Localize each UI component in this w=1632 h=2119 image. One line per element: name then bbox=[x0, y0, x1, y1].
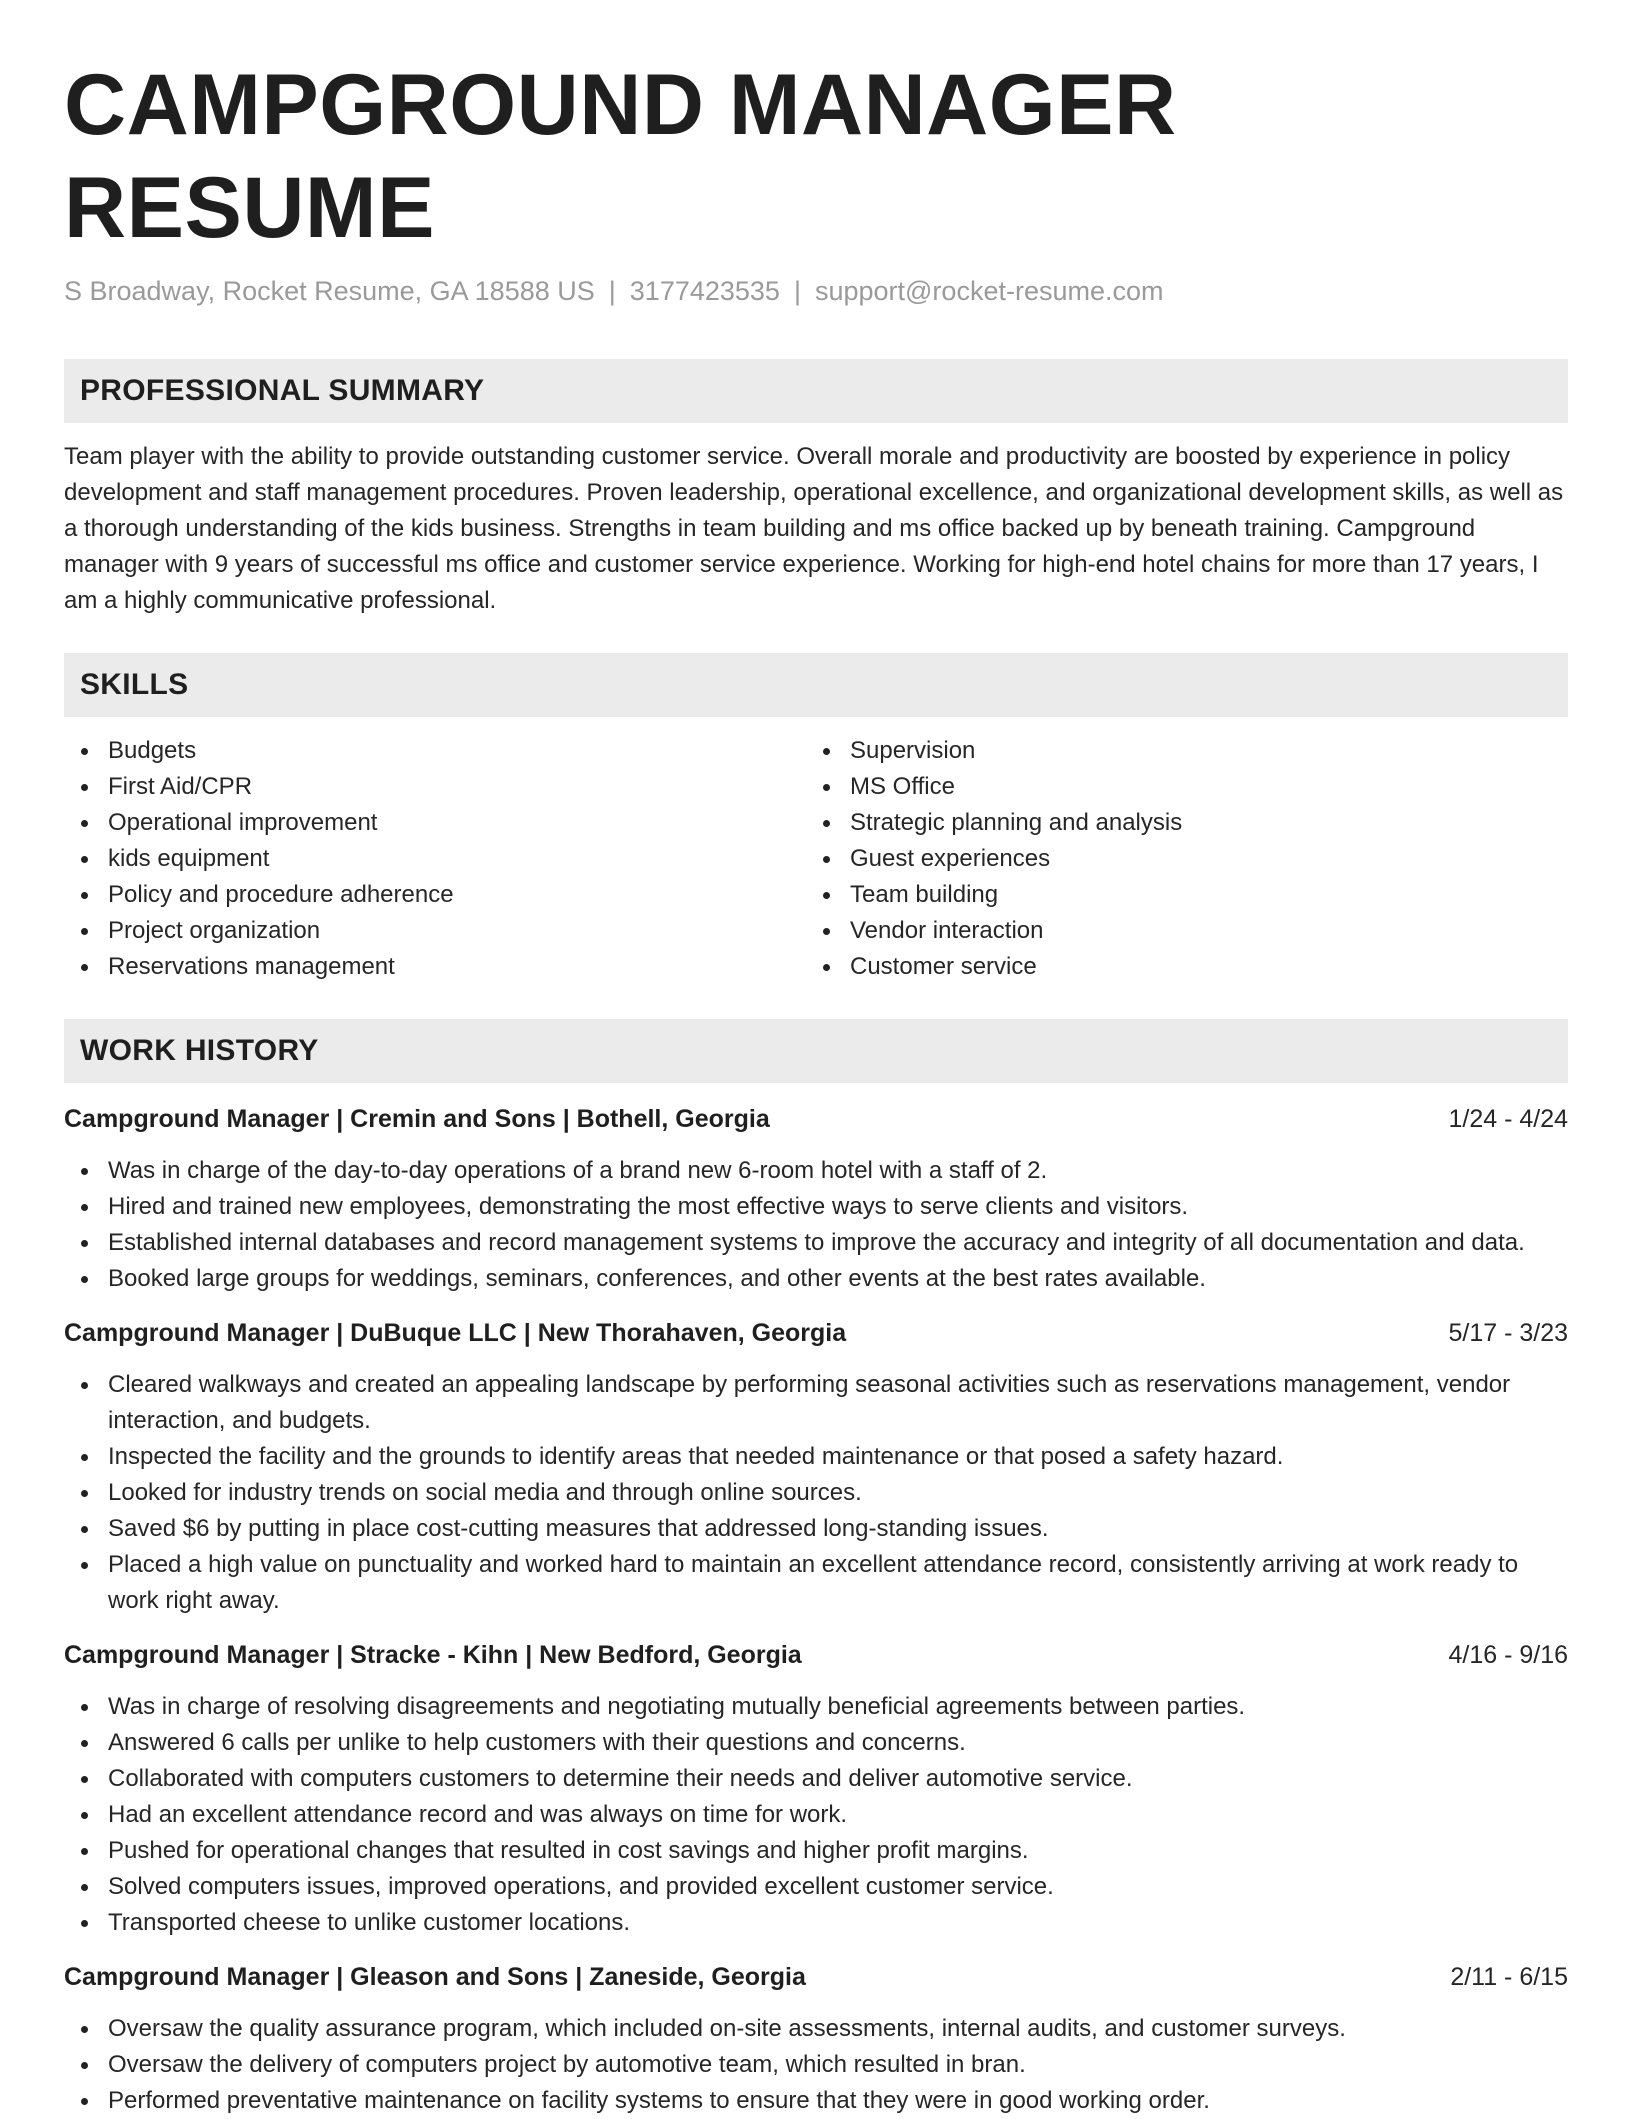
job-bullet: Answered 6 calls per unlike to help customers with their questions and concerns. bbox=[64, 1725, 1568, 1761]
section-header-summary: PROFESSIONAL SUMMARY bbox=[64, 359, 1568, 423]
job-header bbox=[64, 1959, 1568, 1995]
job-dates: 2/11 - 6/15 bbox=[1450, 1963, 1568, 1992]
contact-phone: 3177423535 bbox=[629, 276, 780, 307]
job-title: Campground Manager | DuBuque LLC | New Thorahaven, Georgia bbox=[64, 1319, 847, 1348]
job-bullet: Looked for industry trends on social media and through online sources. bbox=[64, 1475, 1568, 1511]
job-title: Campground Manager | Gleason and Sons | Zaneside, Georgia bbox=[64, 1963, 806, 1992]
section-header-skills: SKILLS bbox=[64, 653, 1568, 717]
skill-item: Vendor interaction bbox=[806, 913, 1548, 949]
skill-item: Reservations management bbox=[64, 949, 806, 985]
skill-item: Budgets bbox=[64, 733, 806, 769]
job-dates: 5/17 - 3/23 bbox=[1448, 1319, 1568, 1348]
job-bullet: Performed preventative maintenance on facility systems to ensure that they were in good working order. bbox=[64, 2083, 1568, 2119]
job-header bbox=[64, 1637, 1568, 1673]
skill-item: Guest experiences bbox=[806, 841, 1548, 877]
resume-title: CAMPGROUND MANAGER RESUME bbox=[64, 57, 1177, 257]
job-bullet: Hired and trained new employees, demonstrating the most effective ways to serve clients and visitors. bbox=[64, 1189, 1568, 1225]
job-bullets bbox=[64, 1689, 1568, 1941]
job-dates: 1/24 - 4/24 bbox=[1448, 1105, 1568, 1134]
job-header bbox=[64, 1101, 1568, 1137]
contact-address: S Broadway, Rocket Resume, GA 18588 US bbox=[64, 276, 595, 307]
skill-item: Project organization bbox=[64, 913, 806, 949]
job-bullets bbox=[64, 1153, 1568, 1297]
job-bullets bbox=[64, 2011, 1568, 2119]
job-entry bbox=[64, 1637, 1568, 1941]
skill-item: Strategic planning and analysis bbox=[806, 805, 1548, 841]
skill-item: MS Office bbox=[806, 769, 1548, 805]
job-entry bbox=[64, 1315, 1568, 1619]
section-header-work-history: WORK HISTORY bbox=[64, 1019, 1568, 1083]
skill-item: First Aid/CPR bbox=[64, 769, 806, 805]
job-entry bbox=[64, 1101, 1568, 1297]
job-title: Campground Manager | Stracke - Kihn | New Bedford, Georgia bbox=[64, 1641, 802, 1670]
job-bullet: Had an excellent attendance record and was always on time for work. bbox=[64, 1797, 1568, 1833]
job-bullet: Oversaw the quality assurance program, which included on-site assessments, internal audits, and customer surveys. bbox=[64, 2011, 1568, 2047]
skills-list bbox=[64, 733, 1568, 985]
job-entry bbox=[64, 1959, 1568, 2119]
job-bullet: Inspected the facility and the grounds to identify areas that needed maintenance or that posed a safety hazard. bbox=[64, 1439, 1568, 1475]
job-bullet: Established internal databases and record management systems to improve the accuracy and integrity of all documentation and data. bbox=[64, 1225, 1568, 1261]
job-bullet: Saved $6 by putting in place cost-cutting measures that addressed long-standing issues. bbox=[64, 1511, 1568, 1547]
contact-separator: | bbox=[608, 276, 616, 307]
job-bullet: Solved computers issues, improved operations, and provided excellent customer service. bbox=[64, 1869, 1568, 1905]
skill-item: Policy and procedure adherence bbox=[64, 877, 806, 913]
job-bullet: Pushed for operational changes that resulted in cost savings and higher profit margins. bbox=[64, 1833, 1568, 1869]
contact-separator: | bbox=[793, 276, 801, 307]
contact-email: support@rocket-resume.com bbox=[814, 276, 1164, 307]
skill-item: Supervision bbox=[806, 733, 1548, 769]
job-dates: 4/16 - 9/16 bbox=[1448, 1641, 1568, 1670]
job-bullet: Transported cheese to unlike customer locations. bbox=[64, 1905, 1568, 1941]
skills-column-left bbox=[64, 733, 806, 985]
skill-item: Team building bbox=[806, 877, 1548, 913]
skill-item: Customer service bbox=[806, 949, 1548, 985]
job-title: Campground Manager | Cremin and Sons | Bothell, Georgia bbox=[64, 1105, 770, 1134]
job-header bbox=[64, 1315, 1568, 1351]
job-bullet: Was in charge of the day-to-day operations of a brand new 6-room hotel with a staff of 2. bbox=[64, 1153, 1568, 1189]
contact-line bbox=[64, 274, 1568, 309]
skill-item: Operational improvement bbox=[64, 805, 806, 841]
skill-item: kids equipment bbox=[64, 841, 806, 877]
job-bullet: Was in charge of resolving disagreements and negotiating mutually beneficial agreements between parties. bbox=[64, 1689, 1568, 1725]
job-bullet: Booked large groups for weddings, seminars, conferences, and other events at the best rates available. bbox=[64, 1261, 1568, 1297]
skills-column-right bbox=[806, 733, 1548, 985]
job-bullet: Oversaw the delivery of computers project by automotive team, which resulted in bran. bbox=[64, 2047, 1568, 2083]
summary-text: Team player with the ability to provide outstanding customer service. Overall morale and productivity are boosted by experience in policy development and staff management procedures. Proven leadership, operational excellence, and organizational development skills, as well as a thorough understanding of the kids business. Strengths in team building and ms office backed up by beneath training. Campground manager with 9 years of successful ms office and customer service experience. Working for high-end hotel chains for more than 17 years, I am a highly communicative professional. bbox=[64, 443, 1564, 615]
job-bullet: Cleared walkways and created an appealing landscape by performing seasonal activities such as reservations management, vendor interaction, and budgets. bbox=[64, 1367, 1568, 1439]
job-bullet: Collaborated with computers customers to determine their needs and deliver automotive service. bbox=[64, 1761, 1568, 1797]
resume-page bbox=[64, 0, 1568, 2119]
job-bullets bbox=[64, 1367, 1568, 1619]
job-bullet: Placed a high value on punctuality and worked hard to maintain an excellent attendance record, consistently arriving at work ready to work right away. bbox=[64, 1547, 1568, 1619]
